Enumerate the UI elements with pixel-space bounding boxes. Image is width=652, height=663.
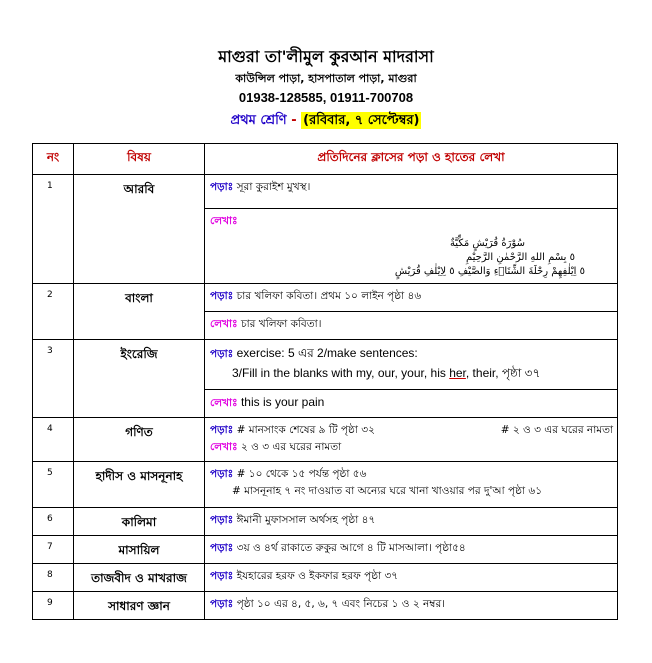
routine-table — [32, 143, 618, 620]
table-row — [33, 564, 618, 592]
read-text-line2: # মাসনূনাহ ৭ নং দাওয়াত বা অন্যের ঘরে খানা খাওয়ার পর দু'আ পৃষ্ঠা ৬১ — [232, 485, 543, 497]
row-read — [205, 284, 618, 312]
class-dash: - — [291, 113, 297, 128]
read-text: ঈমানী মুফাসসাল অর্থসহ পৃষ্ঠা ৪৭ — [236, 514, 376, 526]
row-number: 8 — [33, 564, 74, 592]
row-subject: আরবি — [74, 175, 205, 284]
row-read — [205, 418, 618, 462]
read-text: exercise: 5 এর 2/make sentences: — [236, 346, 418, 360]
table-row — [33, 592, 618, 620]
read-label: পড়াঃ — [210, 468, 234, 480]
table-row — [33, 340, 618, 390]
arabic-line: ٥ اِيْلٰفِهِمْ رِحْلَةَ الشِّتَاۤءِ وَالصَّيْفِ ٥ لِاِيْلٰفِ قُرَيْشٍ — [394, 266, 585, 277]
write-label: লেখাঃ — [210, 318, 238, 330]
read-text-line2 — [210, 365, 613, 385]
read-label: পড়াঃ — [210, 514, 234, 526]
read-text: সূরা কুরাইশ মুখস্থ। — [236, 181, 311, 193]
read-text-right: # ২ ও ৩ এর ঘরের নামতা — [500, 424, 613, 436]
read-line — [210, 423, 613, 440]
row-read — [205, 340, 618, 390]
write-text: ২ ও ৩ এর ঘরের নামতা — [240, 441, 342, 453]
row-write — [205, 209, 618, 284]
read-label: পড়াঃ — [210, 348, 234, 360]
madrasa-title: মাগুরা তা'লীমুল কুরআন মাদরাসা — [218, 47, 434, 66]
row-number: 9 — [33, 592, 74, 620]
row-read — [205, 508, 618, 536]
table-row — [33, 508, 618, 536]
read-label: পড়াঃ — [210, 542, 234, 554]
row-read — [205, 564, 618, 592]
read-text: পৃষ্ঠা ১০ এর ৪, ৫, ৬, ৭ এবং নিচের ১ ও ২ নম্বর। — [236, 598, 446, 610]
row-read — [205, 462, 618, 508]
table-row — [33, 175, 618, 209]
row-subject: সাধারণ জ্ঞান — [74, 592, 205, 620]
read-label: পড়াঃ — [210, 181, 234, 193]
table-row — [33, 536, 618, 564]
class-name: প্রথম শ্রেণি — [230, 113, 287, 128]
row-number: 3 — [33, 340, 74, 418]
row-number: 4 — [33, 418, 74, 462]
row-subject: গণিত — [74, 418, 205, 462]
row-number: 5 — [33, 462, 74, 508]
table-row — [33, 462, 618, 508]
header-work: প্রতিদিনের ক্লাসের পড়া ও হাতের লেখা — [205, 144, 618, 175]
madrasa-phone: 01938-128585, 01911-700708 — [238, 90, 414, 105]
day-date-highlight: (রবিবার, ৭ সেপ্টেম্বর) — [303, 113, 420, 128]
row-number: 2 — [33, 284, 74, 340]
row-read — [205, 175, 618, 209]
read-text: ৩য় ও ৪র্থ রাকাতে রুকুর আগে ৪ টি মাসআলা। পৃষ্ঠা৫৪ — [236, 542, 466, 554]
read-text: ইযহারের হরফ ও ইকফার হরফ পৃষ্ঠা ৩৭ — [236, 570, 399, 582]
table-row — [33, 418, 618, 462]
read-text: # ১০ থেকে ১৫ পর্যন্ত পৃষ্ঠা ৫৬ — [236, 468, 367, 480]
read-text: # মানসাংক শেষের ৯ টি পৃষ্ঠা ৩২ — [236, 424, 375, 436]
read-label: পড়াঃ — [210, 424, 234, 436]
arabic-verses — [210, 237, 613, 279]
arabic-line: سُوْرَةُ قُرَيْشٍ مَكِّيَّةٌ — [449, 238, 525, 249]
write-line — [210, 440, 613, 457]
row-number: 1 — [33, 175, 74, 284]
header-no: নং — [33, 144, 74, 175]
row-subject: বাংলা — [74, 284, 205, 340]
row-write — [205, 312, 618, 340]
class-heading — [0, 111, 652, 132]
row-write — [205, 390, 618, 418]
read-label: পড়াঃ — [210, 598, 234, 610]
table-row — [33, 284, 618, 312]
madrasa-address: কাউন্সিল পাড়া, হাসপাতাল পাড়া, মাগুরা — [235, 72, 417, 85]
row-number: 6 — [33, 508, 74, 536]
read-label: পড়াঃ — [210, 290, 234, 302]
read-text-part: 3/Fill in the blanks with my, our, your, his — [232, 366, 450, 380]
read-text-part: , their, পৃষ্ঠা ৩৭ — [465, 366, 541, 380]
row-read — [205, 536, 618, 564]
write-label: লেখাঃ — [210, 441, 238, 453]
read-text: চার খলিফা কবিতা। প্রথম ১০ লাইন পৃষ্ঠা ৪৬ — [236, 290, 422, 302]
table-header-row — [33, 144, 618, 175]
row-number: 7 — [33, 536, 74, 564]
row-subject: ইংরেজি — [74, 340, 205, 418]
write-label: লেখাঃ — [210, 397, 238, 409]
read-label: পড়াঃ — [210, 570, 234, 582]
write-label: লেখাঃ — [210, 215, 238, 227]
row-subject: হাদীস ও মাসনূনাহ — [74, 462, 205, 508]
row-read — [205, 592, 618, 620]
row-subject: কালিমা — [74, 508, 205, 536]
row-subject: মাসায়িল — [74, 536, 205, 564]
header-subject: বিষয় — [74, 144, 205, 175]
read-text-part: her — [449, 366, 466, 380]
arabic-line: ٥ بِسْمِ اللهِ الرَّحْمٰنِ الرَّحِيْمِ — [465, 252, 575, 263]
row-subject: তাজবীদ ও মাখরাজ — [74, 564, 205, 592]
write-text: চার খলিফা কবিতা। — [240, 318, 322, 330]
write-text: this is your pain — [240, 395, 325, 409]
